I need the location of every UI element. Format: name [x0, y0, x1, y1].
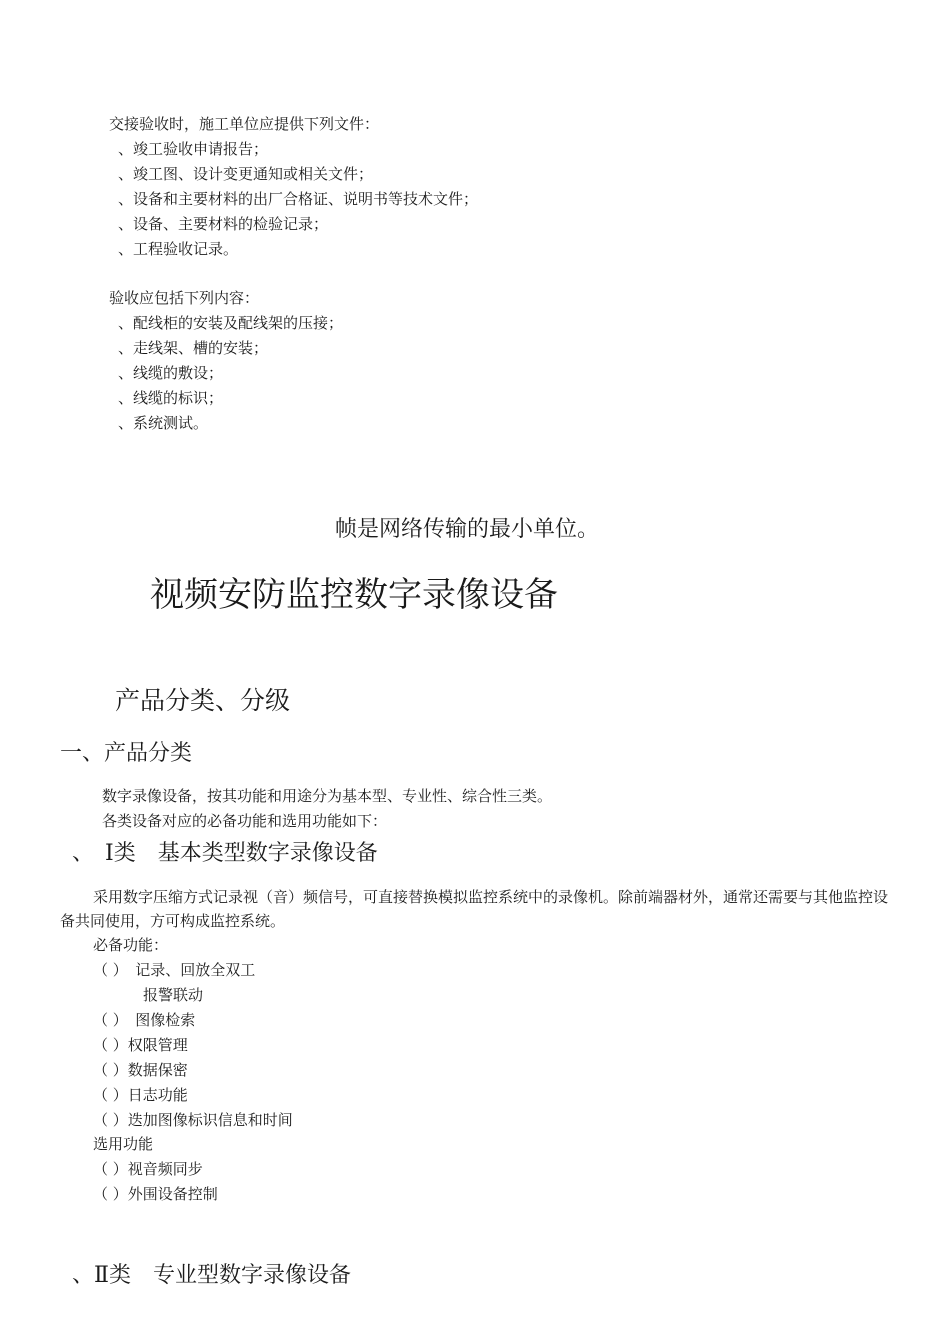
section-heading: 产品分类、分级: [115, 686, 291, 715]
handover-item: 、设备、主要材料的检验记录；: [118, 215, 329, 233]
optional-label: 选用功能: [93, 1135, 154, 1153]
acceptance-item: 、走线架、槽的安装；: [118, 339, 269, 357]
required-label: 必备功能：: [93, 936, 169, 954]
acceptance-item: 、线缆的敷设；: [118, 364, 224, 382]
required-item: （ ） 记录、回放全双工: [93, 961, 256, 979]
required-item: （ ） 图像检索: [93, 1011, 196, 1029]
classification-line: 各类设备对应的必备功能和选用功能如下：: [102, 812, 388, 830]
acceptance-item: 、系统测试。: [118, 414, 209, 432]
acceptance-intro: 验收应包括下列内容：: [109, 289, 260, 307]
acceptance-item: 、线缆的标识；: [118, 389, 224, 407]
required-item: （ ）权限管理: [93, 1036, 188, 1054]
class1-description: 采用数字压缩方式记录视（音）频信号，可直接替换模拟监控系统中的录像机。除前端器材外，通常还需要与其他监控设备共同使用，方可构成监控系统。: [60, 888, 889, 930]
classification-line: 数字录像设备，按其功能和用途分为基本型、专业性、综合性三类。: [102, 787, 553, 805]
optional-item: （ ）外围设备控制: [93, 1185, 218, 1203]
frame-note: 帧是网络传输的最小单位。: [335, 517, 600, 542]
required-item: （ ）日志功能: [93, 1086, 188, 1104]
sub-heading: 一、产品分类: [60, 741, 193, 766]
handover-item: 、竣工图、设计变更通知或相关文件；: [118, 165, 374, 183]
handover-intro: 交接验收时，施工单位应提供下列文件：: [109, 115, 380, 133]
required-item: 报警联动: [143, 986, 204, 1004]
optional-item: （ ）视音频同步: [93, 1160, 203, 1178]
class1-heading: 、 Ⅰ类 基本类型数字录像设备: [72, 841, 378, 866]
handover-item: 、工程验收记录。: [118, 240, 239, 258]
handover-item: 、设备和主要材料的出厂合格证、说明书等技术文件；: [118, 190, 479, 208]
required-item: （ ）迭加图像标识信息和时间: [93, 1111, 293, 1129]
handover-item: 、竣工验收申请报告；: [118, 140, 269, 158]
acceptance-item: 、配线柜的安装及配线架的压接；: [118, 314, 344, 332]
required-item: （ ）数据保密: [93, 1061, 188, 1079]
document-title: 视频安防监控数字录像设备: [150, 575, 558, 615]
class2-heading: 、Ⅱ类 专业型数字录像设备: [72, 1263, 351, 1288]
